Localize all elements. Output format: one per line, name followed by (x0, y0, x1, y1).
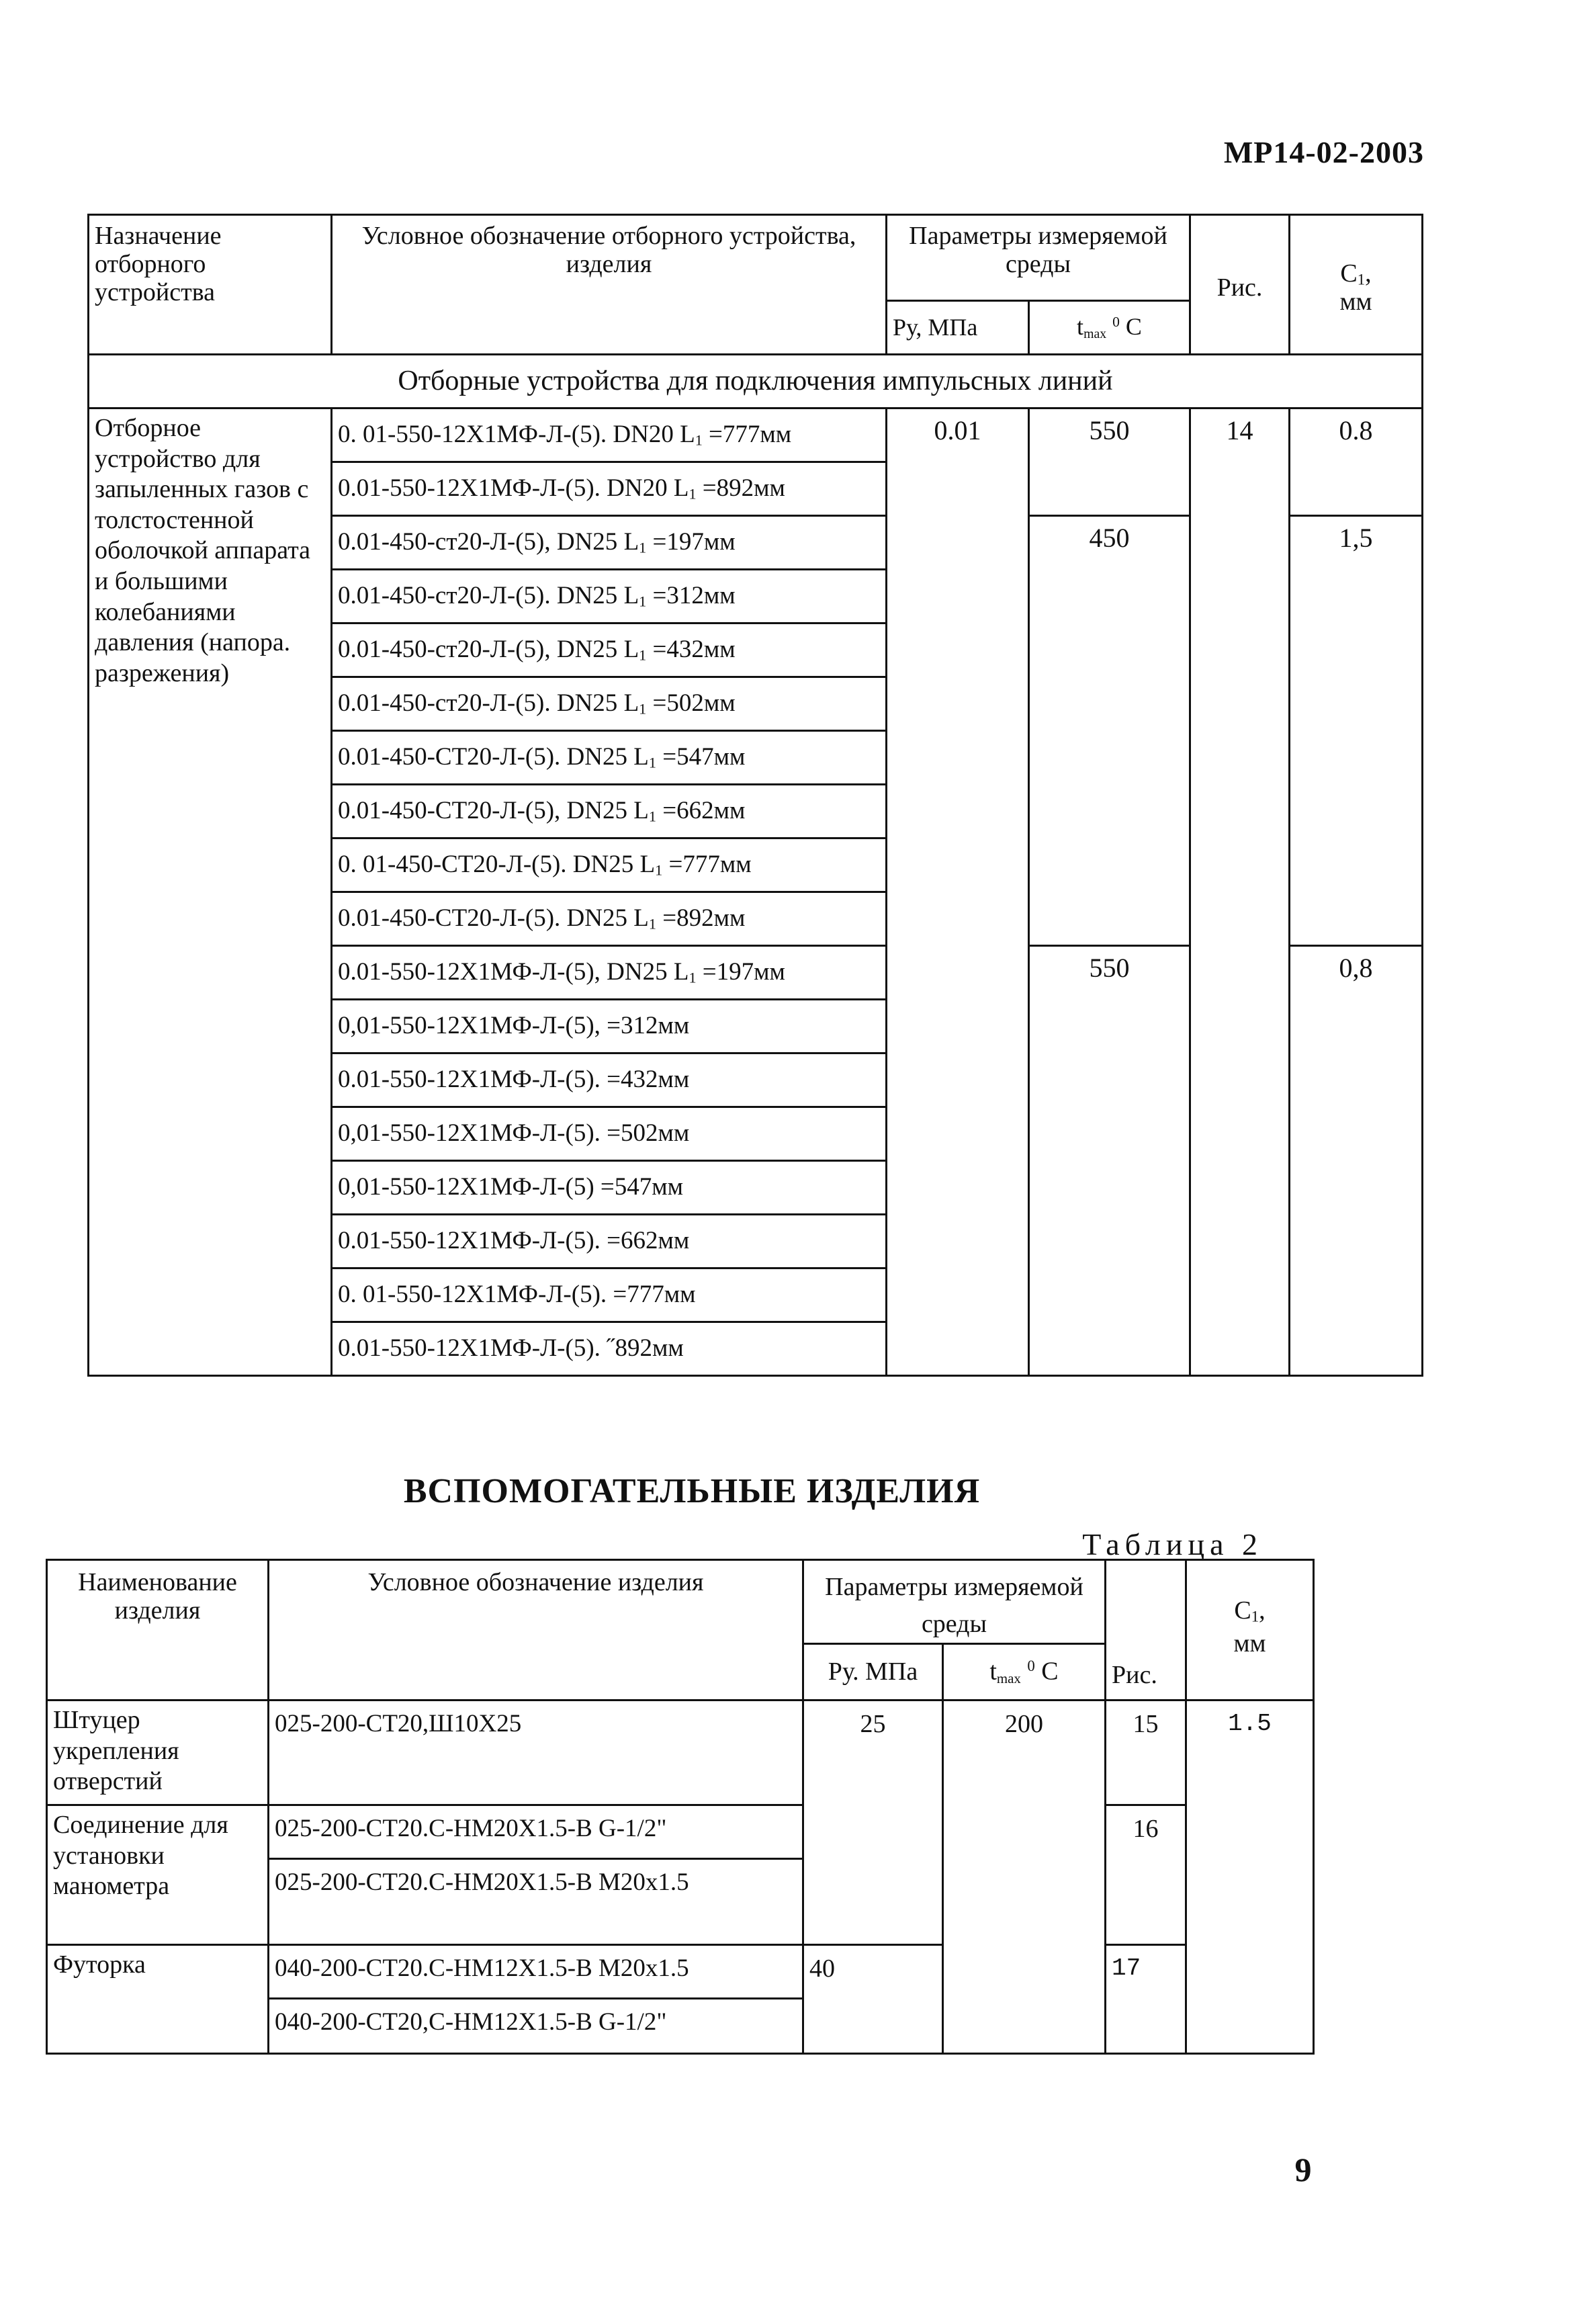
fig-value: 16 (1106, 1805, 1186, 1945)
c1-value: 1.5 (1186, 1701, 1314, 2054)
table-row: 0,01-550-12Х1МФ-Л-(5), =312мм (332, 1000, 887, 1053)
table-row: 040-200-СТ20,С-НМ12Х1.5-В G-1/2" (269, 1999, 803, 2054)
py-value: 0.01 (887, 408, 1029, 1376)
table-row: 0.01-550-12Х1МФ-Л-(5), DN25 L1 =197мм (332, 946, 887, 1000)
header-py: Ру, МПа (887, 301, 1029, 355)
header-py: Ру. МПа (803, 1644, 943, 1701)
table-row: 0.01-450-ст20-Л-(5), DN25 L1 =197мм (332, 516, 887, 570)
table-row: 0.01-550-12Х1МФ-Л-(5). ˝892мм (332, 1322, 887, 1376)
c1-value: 0.8 (1290, 408, 1423, 516)
table-row: 0,01-550-12Х1МФ-Л-(5). =502мм (332, 1107, 887, 1161)
header-designation: Условное обозначение изделия (269, 1560, 803, 1701)
t-value: 200 (943, 1701, 1106, 2054)
table-row: 0. 01-550-12Х1МФ-Л-(5). DN20 L1 =777мм (332, 408, 887, 462)
table-row: 0.01-550-12Х1МФ-Л-(5). =432мм (332, 1053, 887, 1107)
table-row: 0.01-550-12Х1МФ-Л-(5). DN20 L1 =892мм (332, 462, 887, 516)
t-value: 450 (1029, 516, 1190, 946)
header-tmax: tmax $^0$ C (1029, 301, 1190, 355)
header-params: Параметры измеряемой среды (803, 1560, 1106, 1644)
document-code: МР14-02-2003 (1223, 135, 1424, 169)
py-value: 40 (803, 1945, 943, 2054)
table-row: 025-200-СТ20.С-НМ20Х1.5-В М20х1.5 (269, 1859, 803, 1945)
py-value: 25 (803, 1701, 943, 1945)
table-row: 025-200-СТ20.С-НМ20Х1.5-В G-1/2" (269, 1805, 803, 1859)
table-row: 0.01-450-СТ20-Л-(5), DN25 L1 =662мм (332, 785, 887, 838)
t-value: 550 (1029, 408, 1190, 516)
sampling-devices-table (87, 214, 1423, 1377)
header-c1: C1, мм (1186, 1560, 1314, 1701)
table-row: 0. 01-550-12Х1МФ-Л-(5). =777мм (332, 1268, 887, 1322)
page-number: 9 (1294, 2151, 1312, 2188)
fig-value: 15 (1106, 1701, 1186, 1805)
header-tmax: tmax $^0$ C (943, 1644, 1106, 1701)
c1-value: 1,5 (1290, 516, 1423, 946)
table-row: 025-200-СТ20,Ш10Х25 (269, 1701, 803, 1805)
table-row: 040-200-СТ20.С-НМ12Х1.5-В М20х1.5 (269, 1945, 803, 1999)
section-heading: Отборные устройства для подключения импульсных линий (89, 355, 1423, 408)
header-fig: Рис. (1106, 1560, 1186, 1701)
header-params: Параметры измеряемой среды (887, 215, 1190, 301)
table-row: 0.01-550-12Х1МФ-Л-(5). =662мм (332, 1215, 887, 1268)
t-value: 550 (1029, 946, 1190, 1376)
table-row: 0.01-450-ст20-Л-(5), DN25 L1 =432мм (332, 623, 887, 677)
header-fig: Рис. (1190, 215, 1290, 355)
item-name: Футорка (47, 1945, 269, 2054)
device-purpose: Отборное устройство для запыленных газов с толстостенной оболочкой аппарата и большими колебаниями давления (напора. разрежения) (89, 408, 332, 1376)
header-name: Наименование изделия (47, 1560, 269, 1701)
table-row: 0. 01-450-СТ20-Л-(5). DN25 L1 =777мм (332, 838, 887, 892)
table-row: 0.01-450-ст20-Л-(5). DN25 L1 =312мм (332, 570, 887, 623)
auxiliary-items-table (46, 1559, 1315, 2055)
header-purpose: Назначение отборного устройства (89, 215, 332, 355)
table-row: 0.01-450-СТ20-Л-(5). DN25 L1 =892мм (332, 892, 887, 946)
header-designation: Условное обозначение отборного устройства, изделия (332, 215, 887, 355)
item-name: Штуцер укрепления отверстий (47, 1701, 269, 1805)
fig-value: 14 (1190, 408, 1290, 1376)
table-row: 0,01-550-12Х1МФ-Л-(5) =547мм (332, 1161, 887, 1215)
table-row: 0.01-450-СТ20-Л-(5). DN25 L1 =547мм (332, 731, 887, 785)
table-row: 0.01-450-ст20-Л-(5). DN25 L1 =502мм (332, 677, 887, 731)
header-c1: C1, мм (1290, 215, 1423, 355)
item-name: Соединение для установки манометра (47, 1805, 269, 1945)
section-title: ВСПОМОГАТЕЛЬНЫЕ ИЗДЕЛИЯ (403, 1472, 981, 1510)
table-label: Таблица 2 (1082, 1527, 1263, 1561)
fig-value: 17 (1106, 1945, 1186, 2054)
c1-value: 0,8 (1290, 946, 1423, 1376)
